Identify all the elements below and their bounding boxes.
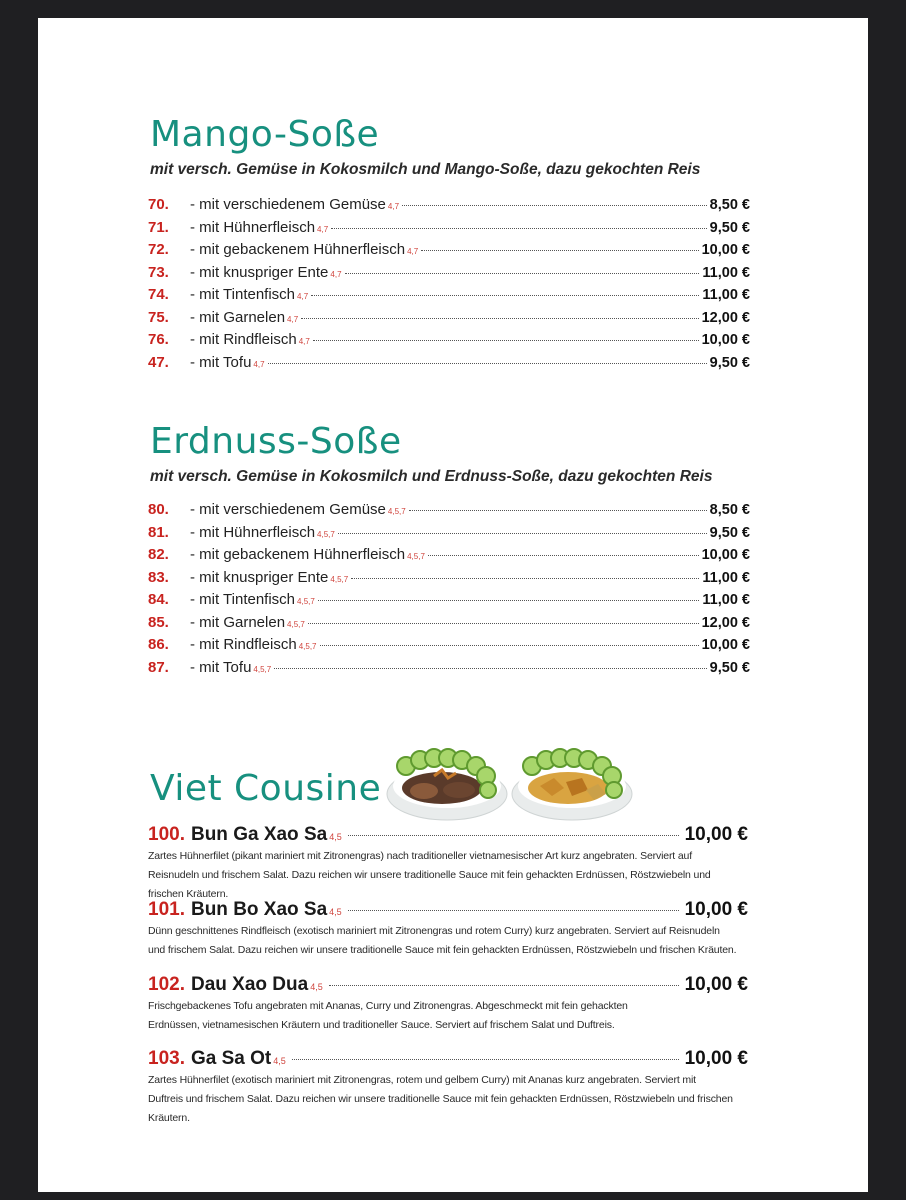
allergen-codes: 4,5,7 — [287, 619, 305, 629]
dot-leader — [345, 272, 700, 274]
dot-leader — [274, 667, 706, 669]
item-price: 9,50 € — [709, 354, 750, 371]
item-name: - mit gebackenem Hühnerfleisch — [190, 546, 406, 563]
menu-item — [148, 546, 750, 568]
dish-number: 103. — [148, 1048, 185, 1069]
item-price: 10,00 € — [701, 637, 750, 653]
item-name: - mit gebackenem Hühnerfleisch — [190, 241, 406, 258]
item-name: - mit Tofu — [190, 658, 252, 676]
section-subtitle-erdnuss: mit versch. Gemüse in Kokosmilch und Erdnuss-Soße, dazu gekochten Reis — [150, 468, 713, 485]
item-number: 70. — [148, 196, 169, 213]
section-title-viet: Viet Cousine — [150, 768, 382, 809]
allergen-codes: 4,7 — [253, 359, 265, 369]
allergen-codes: 4,7 — [317, 224, 329, 234]
item-name: - mit verschiedenem Gemüse — [190, 501, 386, 518]
dot-leader — [301, 317, 698, 319]
dish-description-line: Reisnudeln und frischem Salat. Dazu reichen wir unsere traditionelle Sauce mit fein gehackten Erdnüssen, Röstzwiebeln und frischen Kräutern. — [148, 869, 711, 900]
allergen-codes: 4,5 — [310, 982, 323, 992]
allergen-codes: 4,5 — [329, 832, 342, 842]
item-number: 71. — [148, 218, 169, 236]
dish-number: 102. — [148, 974, 185, 995]
dish-name: Bun Bo Xao Sa — [190, 899, 328, 920]
item-number: 80. — [148, 501, 169, 518]
dot-leader — [421, 249, 698, 251]
section-subtitle-mango: mit versch. Gemüse in Kokosmilch und Mango-Soße, dazu gekochten Reis — [150, 161, 701, 178]
menu-item — [148, 524, 750, 546]
dot-leader — [331, 227, 707, 229]
item-name: - mit verschiedenem Gemüse — [190, 196, 386, 213]
dot-leader — [311, 294, 699, 296]
item-number: 85. — [148, 613, 169, 631]
menu-item — [148, 331, 750, 353]
allergen-codes: 4,5,7 — [298, 642, 317, 651]
menu-item — [148, 501, 750, 523]
allergen-codes: 4,5 — [273, 1056, 286, 1066]
menu-item — [148, 614, 750, 636]
allergen-codes: 4,7 — [297, 292, 309, 301]
item-name: - mit knuspriger Ente — [190, 568, 329, 586]
allergen-codes: 4,5,7 — [253, 664, 272, 674]
item-price: 11,00 € — [702, 569, 750, 586]
dot-leader — [313, 339, 699, 341]
dish-description-line: Dünn geschnittenes Rindfleisch (exotisch mariniert mit Zitronengras und rotem Curry) kurz angebraten. Serviert auf Reisnudeln — [148, 925, 720, 937]
food-bowl-image-tofu — [510, 736, 634, 822]
dot-leader — [351, 577, 699, 579]
item-name: - mit Rindfleisch — [190, 331, 297, 348]
item-price: 9,50 € — [709, 219, 750, 236]
item-price: 10,00 € — [701, 332, 750, 348]
dish-description-line: Frischgebackenes Tofu angebraten mit Ananas, Curry und Zitronengras. Abgeschmeckt mit fein gehackten — [148, 1000, 628, 1012]
dish-description-line: Zartes Hühnerfilet (pikant mariniert mit Zitronengras) nach traditioneller vietnamesischer Art kurz angebraten. Serviert auf — [148, 850, 692, 862]
dot-leader — [402, 204, 707, 206]
dot-leader — [268, 362, 707, 364]
item-number: 76. — [148, 331, 169, 348]
dish-description-line: und frischem Salat. Dazu reichen wir unsere traditionelle Sauce mit fein gehackten Erdnüssen, Röstzwiebeln und frischen Kräuten. — [148, 944, 737, 956]
item-name: - mit Rindfleisch — [190, 636, 297, 653]
menu-item — [148, 309, 750, 331]
item-name: - mit Garnelen — [190, 613, 286, 631]
item-number: 74. — [148, 286, 169, 303]
item-number: 73. — [148, 263, 169, 281]
allergen-codes: 4,5,7 — [297, 597, 315, 606]
menu-item — [148, 569, 750, 591]
dish-name: Dau Xao Dua — [190, 974, 309, 995]
menu-item — [148, 196, 750, 218]
item-price: 8,50 € — [709, 197, 750, 213]
dot-leader — [348, 835, 679, 836]
dish-description-line: Zartes Hühnerfilet (exotisch mariniert mit Zitronengras, rotem und gelbem Curry) mit Ananas kurz angebraten. Serviert mit — [148, 1074, 696, 1086]
dish-name: Ga Sa Ot — [190, 1048, 272, 1069]
menu-item — [148, 659, 750, 681]
menu-item — [148, 354, 750, 376]
dish-number: 100. — [148, 824, 185, 845]
dot-leader — [338, 532, 707, 534]
dish-price: 10,00 € — [684, 899, 748, 920]
dish-description — [148, 847, 748, 904]
allergen-codes: 4,7 — [287, 314, 299, 324]
item-name: - mit Tintenfisch — [190, 286, 296, 303]
item-price: 9,50 € — [709, 659, 750, 676]
dish-price: 10,00 € — [684, 974, 748, 995]
menu-item — [148, 591, 750, 613]
food-bowl-image-beef — [384, 736, 510, 822]
dot-leader — [320, 644, 699, 646]
allergen-codes: 4,5,7 — [387, 507, 406, 516]
dot-leader — [348, 910, 679, 911]
item-number: 75. — [148, 308, 169, 326]
dot-leader — [329, 985, 679, 986]
dish-description — [148, 997, 748, 1035]
dish-description — [148, 1071, 748, 1128]
section-title-mango: Mango-Soße — [150, 114, 380, 155]
dish-name: Bun Ga Xao Sa — [190, 824, 328, 845]
item-price: 10,00 € — [701, 547, 750, 563]
item-name: - mit Hühnerfleisch — [190, 218, 316, 236]
item-price: 8,50 € — [709, 502, 750, 518]
allergen-codes: 4,7 — [407, 247, 419, 256]
allergen-codes: 4,5,7 — [407, 552, 425, 561]
item-number: 84. — [148, 591, 169, 608]
item-price: 9,50 € — [709, 524, 750, 541]
item-number: 47. — [148, 353, 169, 371]
dot-leader — [428, 554, 699, 556]
item-name: - mit Tintenfisch — [190, 591, 296, 608]
menu-item — [148, 264, 750, 286]
dot-leader — [318, 599, 700, 601]
dot-leader — [292, 1059, 679, 1060]
dish-price: 10,00 € — [684, 1048, 748, 1069]
dot-leader — [409, 509, 707, 511]
allergen-codes: 4,5,7 — [330, 574, 349, 584]
dish-description — [148, 922, 748, 960]
section-title-erdnuss: Erdnuss-Soße — [150, 421, 402, 462]
dish-price: 10,00 € — [684, 824, 748, 845]
dish-description-line: Erdnüssen, vietnamesischen Kräutern und traditioneller Sauce. Serviert auf frischem Salat und Duftreis. — [148, 1019, 615, 1031]
menu-item — [148, 241, 750, 263]
item-name: - mit Tofu — [190, 353, 252, 371]
item-price: 10,00 € — [701, 242, 750, 258]
item-number: 82. — [148, 546, 169, 563]
menu-page — [38, 18, 868, 1192]
item-price: 11,00 € — [702, 592, 750, 608]
item-number: 86. — [148, 636, 169, 653]
item-price: 12,00 € — [701, 309, 750, 326]
menu-item — [148, 286, 750, 308]
item-number: 72. — [148, 241, 169, 258]
dish-description-line: Duftreis und frischem Salat. Dazu reichen wir unsere traditionelle Sauce mit fein gehackten Erdnüssen, Röstzwiebeln und frischen Kräutern. — [148, 1093, 733, 1124]
item-price: 11,00 € — [702, 287, 750, 303]
allergen-codes: 4,7 — [387, 202, 400, 211]
dish-number: 101. — [148, 899, 185, 920]
item-name: - mit Hühnerfleisch — [190, 523, 316, 541]
item-number: 87. — [148, 658, 169, 676]
item-number: 81. — [148, 523, 169, 541]
dot-leader — [308, 622, 699, 624]
item-name: - mit knuspriger Ente — [190, 263, 329, 281]
allergen-codes: 4,7 — [330, 269, 342, 279]
item-price: 12,00 € — [701, 614, 750, 631]
menu-item — [148, 636, 750, 658]
allergen-codes: 4,5 — [329, 907, 342, 917]
allergen-codes: 4,7 — [298, 337, 310, 346]
item-name: - mit Garnelen — [190, 308, 286, 326]
allergen-codes: 4,5,7 — [317, 529, 335, 539]
item-number: 83. — [148, 568, 169, 586]
item-price: 11,00 € — [702, 264, 750, 281]
menu-item — [148, 219, 750, 241]
